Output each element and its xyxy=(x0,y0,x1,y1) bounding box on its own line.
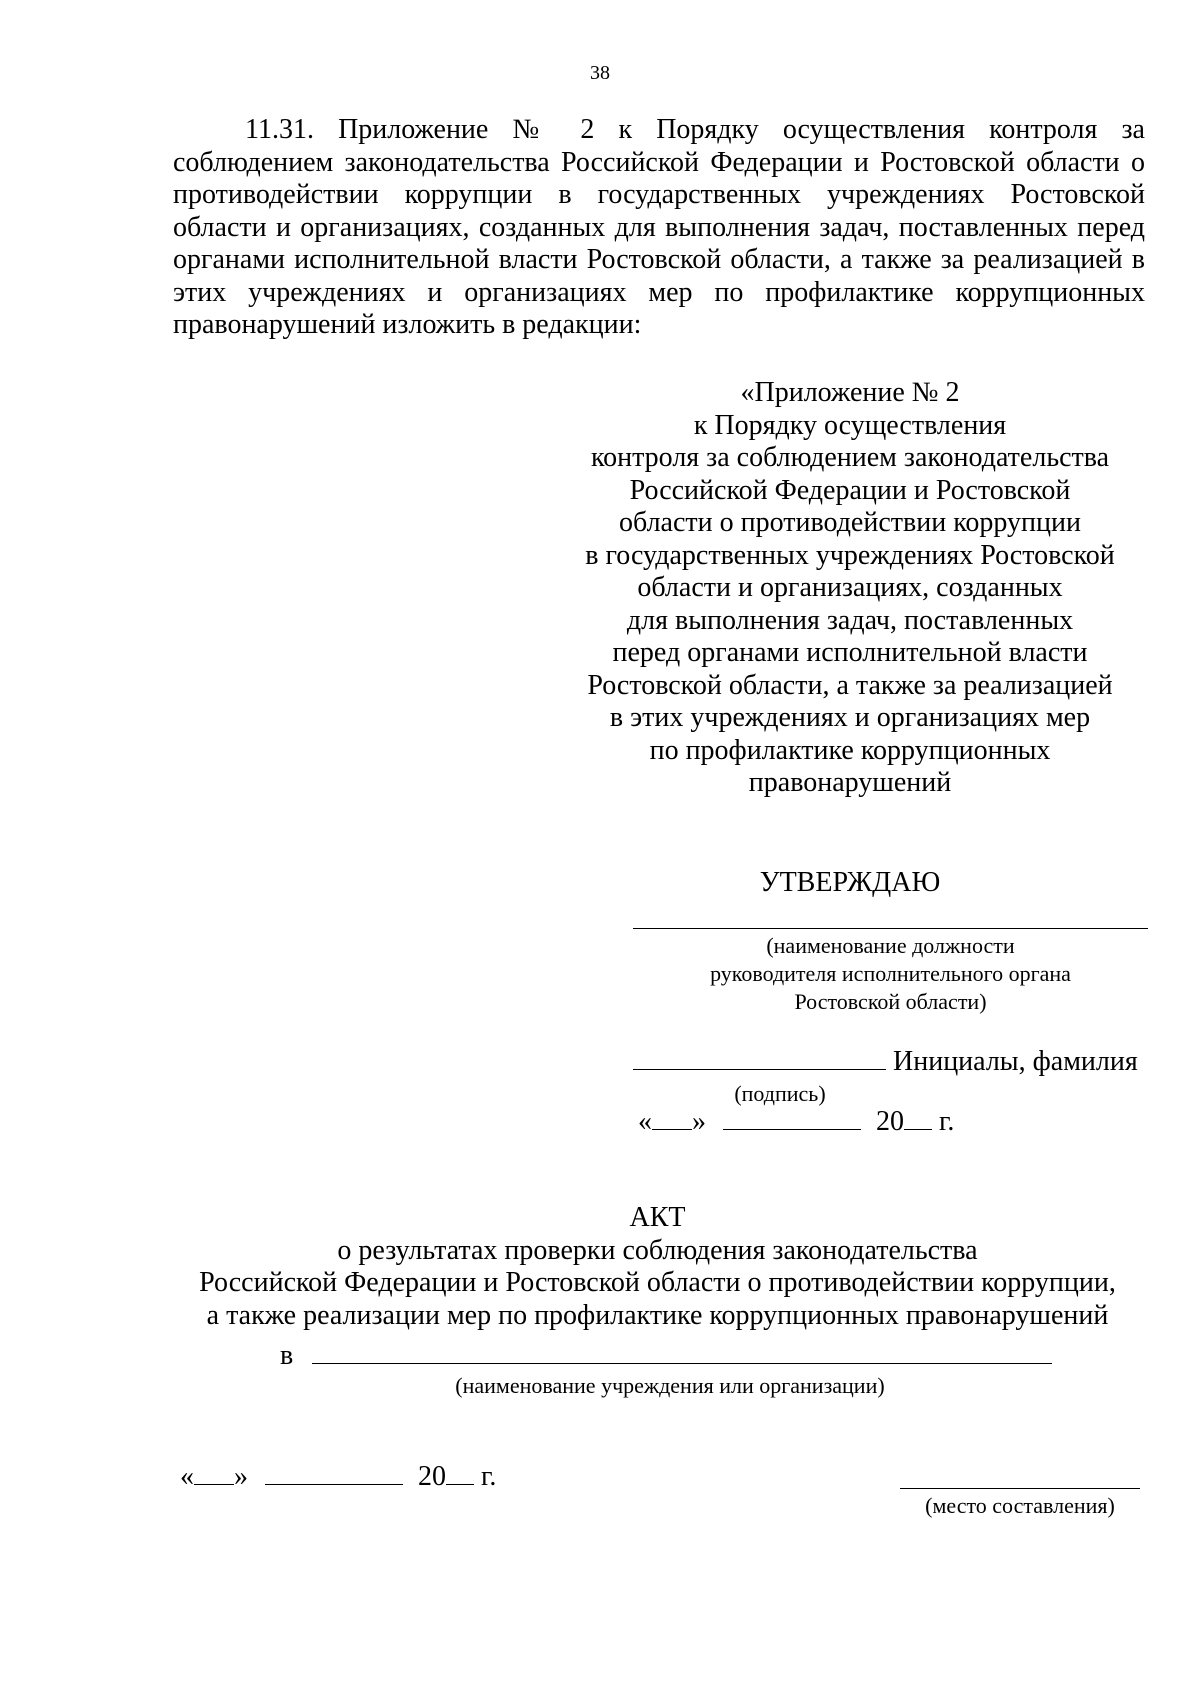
in-label: в xyxy=(280,1340,294,1371)
appendix-line: Ростовской области, а также за реализацией xyxy=(587,669,1113,701)
place-line xyxy=(900,1488,1140,1489)
signature-row xyxy=(633,1046,1153,1078)
appendix-header xyxy=(580,377,1120,800)
position-caption-line: Ростовской области) xyxy=(794,989,987,1014)
organization-caption: (наименование учреждения или организации) xyxy=(455,1373,885,1398)
act-subtitle-line: о результатах проверки соблюдения законодательства xyxy=(337,1234,978,1266)
appendix-line: контроля за соблюдением законодательства xyxy=(590,442,1110,473)
act-heading xyxy=(0,1202,1200,1332)
appendix-line: по профилактике коррупционных xyxy=(649,734,1051,766)
approval-title: УТВЕРЖДАЮ xyxy=(759,867,941,898)
initials-surname-label: Инициалы, фамилия xyxy=(893,1046,1138,1077)
date-close-quote: » xyxy=(692,1106,706,1137)
act-subtitle-line: Российской Федерации и Ростовской области о противодействии коррупции, xyxy=(199,1267,1116,1298)
year-suffix: г. xyxy=(939,1106,955,1137)
appendix-line: Российской Федерации и Ростовской xyxy=(629,474,1071,506)
page-number: 38 xyxy=(590,62,610,84)
year-prefix: 20 xyxy=(876,1106,904,1137)
position-caption-line: (наименование должности xyxy=(766,933,1015,958)
appendix-line: правонарушений xyxy=(748,767,952,798)
approval-date-row xyxy=(638,1106,954,1138)
appendix-line: к Порядку осуществления xyxy=(693,409,1007,441)
position-line xyxy=(633,928,1148,929)
appendix-line: в этих учреждениях и организациях мер xyxy=(609,702,1091,733)
appendix-line: области и организациях, созданных xyxy=(637,572,1063,603)
intro-paragraph: 11.31. Приложение № 2 к Порядку осуществления контроля за соблюдением законодательства Российской Федерации и Ростовской области о противодействии коррупции в государственных учреждениях Ростовской области и организациях, созданных для выполнения задач, поставленных перед органами исполнительной власти Ростовской области, а также за реализацией в этих учреждениях и организациях мер по профилактике коррупционных правонарушений изложить в редакции: xyxy=(173,114,1145,340)
date-open-quote: « xyxy=(180,1461,194,1492)
act-title: АКТ xyxy=(629,1202,686,1233)
day-blank xyxy=(652,1107,692,1130)
organization-blank xyxy=(312,1341,1052,1364)
year-suffix: г. xyxy=(481,1461,497,1492)
year-prefix: 20 xyxy=(418,1461,446,1492)
place-caption: (место составления) xyxy=(925,1493,1115,1518)
appendix-line: для выполнения задач, поставленных xyxy=(626,604,1074,636)
month-blank xyxy=(265,1462,403,1485)
year-blank xyxy=(446,1462,474,1485)
year-blank xyxy=(904,1107,932,1130)
position-caption xyxy=(633,932,1148,1016)
appendix-line: «Приложение № 2 xyxy=(740,377,960,408)
month-blank xyxy=(723,1107,861,1130)
act-date-row xyxy=(180,1461,496,1493)
date-close-quote: » xyxy=(234,1461,248,1492)
appendix-line: области о противодействии коррупции xyxy=(619,507,1081,538)
organization-row xyxy=(280,1340,1052,1372)
signature-caption: (подпись) xyxy=(734,1081,826,1106)
day-blank xyxy=(194,1462,234,1485)
date-open-quote: « xyxy=(638,1106,652,1137)
appendix-line: перед органами исполнительной власти xyxy=(612,637,1088,668)
act-subtitle-line: а также реализации мер по профилактике коррупционных правонарушений xyxy=(206,1299,1109,1331)
position-caption-line: руководителя исполнительного органа xyxy=(710,961,1071,986)
appendix-line: в государственных учреждениях Ростовской xyxy=(585,539,1115,571)
signature-blank xyxy=(633,1047,886,1070)
